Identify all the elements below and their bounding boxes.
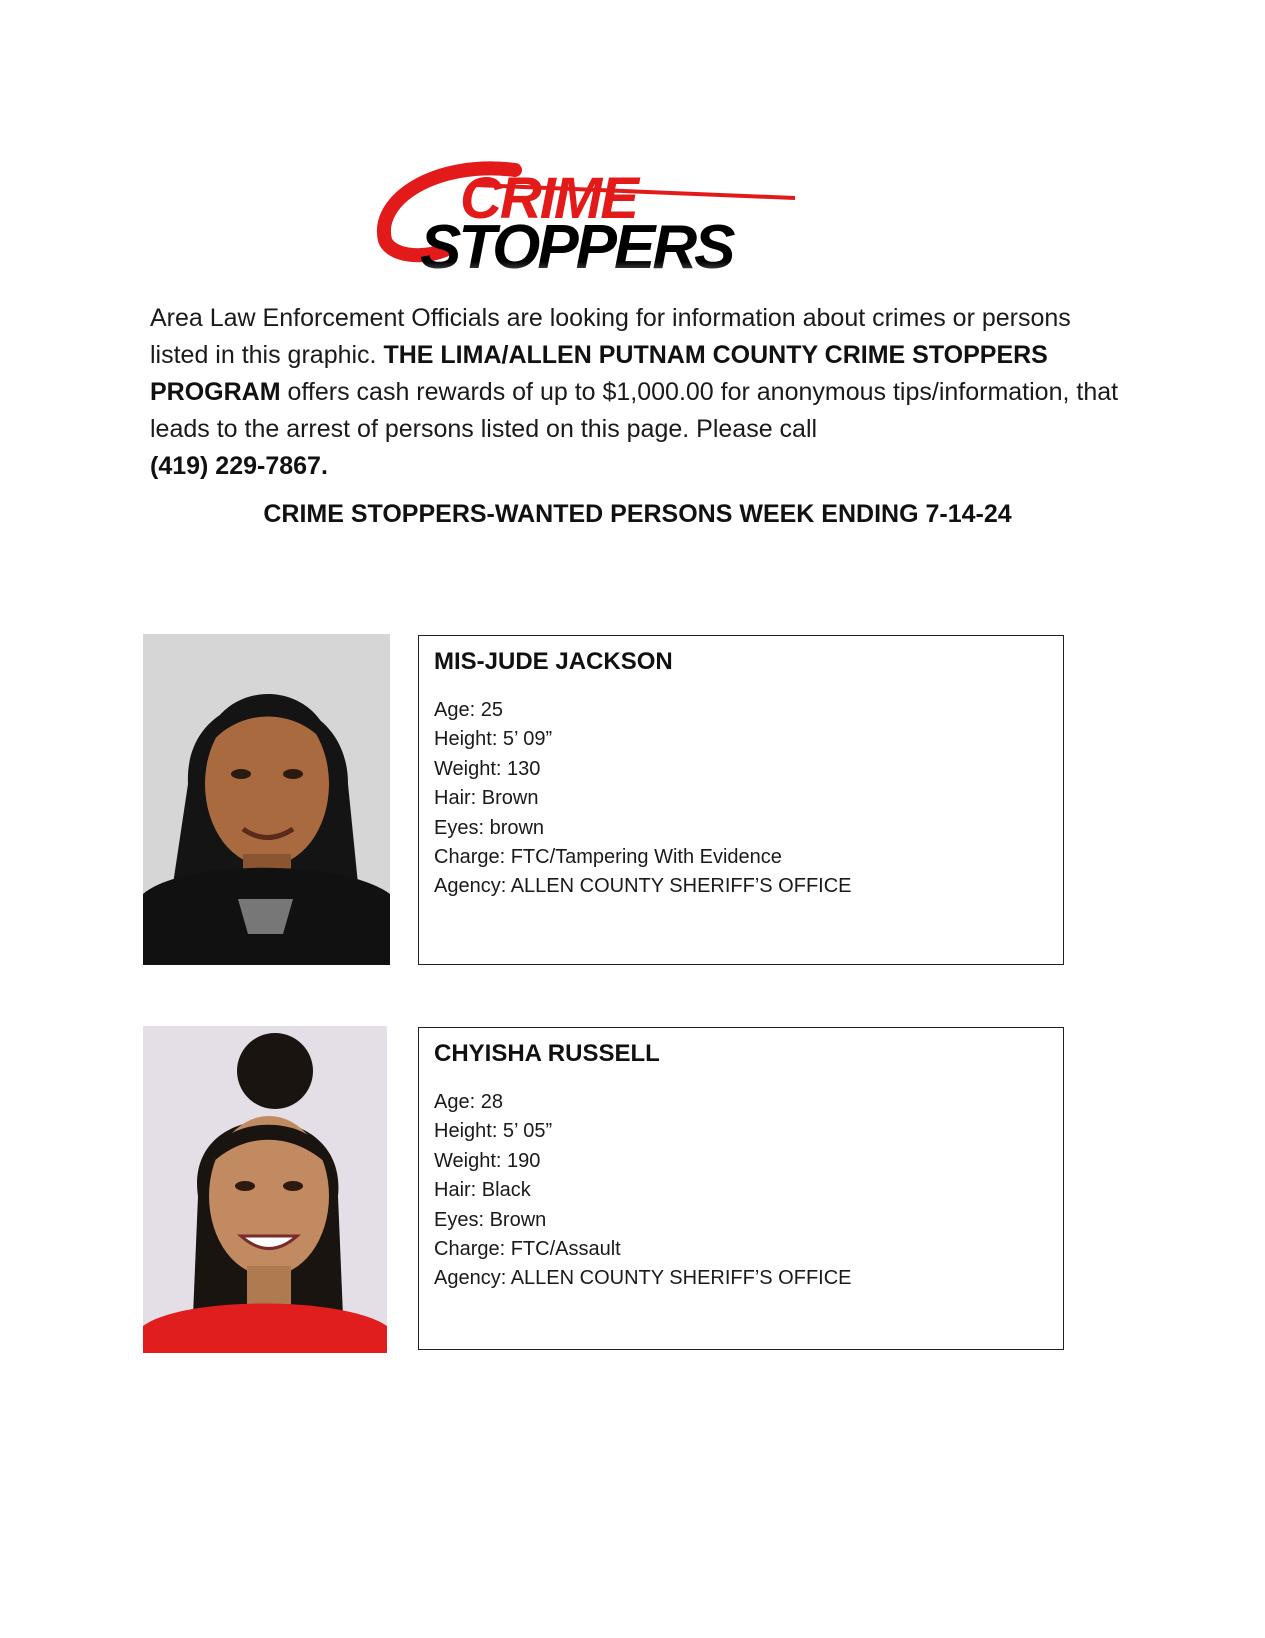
crime-stoppers-logo [365,150,855,280]
mugshot-photo [143,1026,387,1353]
person-weight: Weight: 190 [434,1149,541,1172]
person-eyes: Eyes: brown [434,816,545,839]
person-charge: Charge: FTC/Tampering With Evidence [434,846,782,869]
phone-number: (419) 229-7867. [150,452,328,480]
person-age: Age: 28 [434,1091,503,1113]
intro-lead: Area Law Enforcement Officials are looking for information about crimes or persons listed in this graphic. [150,304,1071,369]
person-hair: Hair: Black [434,1179,531,1202]
intro-paragraph [150,300,1125,485]
person-name: CHYISHA RUSSELL [434,1040,660,1067]
person-card [418,635,1064,965]
person-height: Height: 5’ 05” [434,1120,553,1143]
person-weight: Weight: 130 [434,757,541,780]
person-eyes: Eyes: Brown [434,1208,547,1231]
program-name: THE LIMA/ALLEN PUTNAM COUNTY CRIME STOPPERS PROGRAM [150,341,1048,406]
person-height: Height: 5’ 09” [434,728,553,751]
week-title: CRIME STOPPERS-WANTED PERSONS WEEK ENDING 7-14-24 [263,500,1012,528]
person-age: Age: 25 [434,699,503,721]
rewards-text: offers cash rewards of up to $1,000.00 for anonymous tips/information, that leads to the arrest of persons listed on this page. Please call [150,378,1119,443]
logo-line1: CRIME [460,166,637,231]
person-agency: Agency: ALLEN COUNTY SHERIFF’S OFFICE [434,1267,852,1290]
person-agency: Agency: ALLEN COUNTY SHERIFF’S OFFICE [434,875,852,898]
person-charge: Charge: FTC/Assault [434,1238,621,1261]
logo-line2: STOPPERS [420,213,733,280]
person-hair: Hair: Brown [434,787,539,810]
mugshot-photo [143,634,390,965]
person-name: MIS-JUDE JACKSON [434,648,673,675]
person-card [418,1027,1064,1350]
